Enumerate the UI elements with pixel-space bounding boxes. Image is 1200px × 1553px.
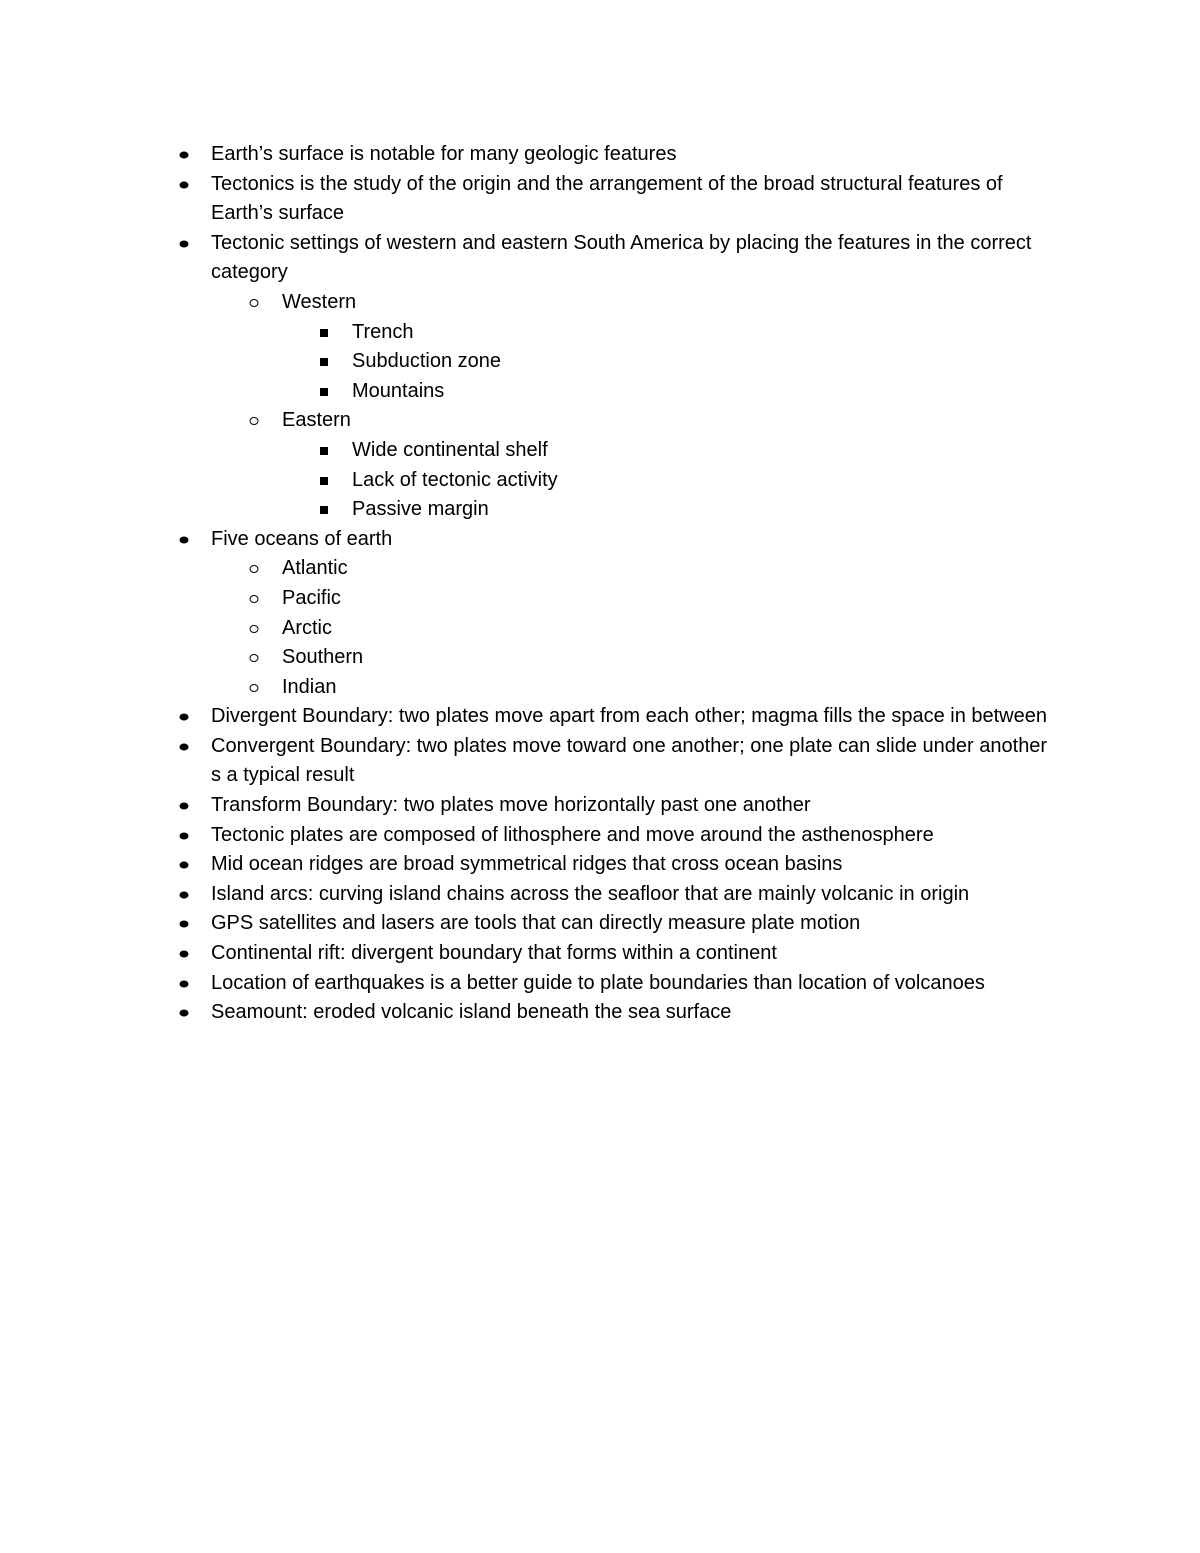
list-item-text: Trench (352, 320, 414, 343)
list-item-text: Lack of tectonic activity (352, 468, 558, 491)
list-item-text: Tectonic plates are composed of lithosphere and move around the asthenosphere (211, 823, 934, 846)
square-bullet-icon (320, 477, 328, 485)
list-item (0, 140, 1061, 170)
list-item-text: Mid ocean ridges are broad symmetrical ridges that cross ocean basins (211, 853, 843, 876)
list-item-text: Five oceans of earth (211, 527, 393, 550)
list-item-text: Continental rift: divergent boundary that forms within a continent (211, 942, 777, 965)
list-item (0, 821, 1061, 851)
list-item-text: Earth’s surface is notable for many geologic features (211, 143, 677, 165)
filled-circle-bullet-icon (180, 862, 189, 869)
filled-circle-bullet-icon (180, 181, 189, 188)
list-item (0, 406, 1062, 436)
list-item (0, 909, 1061, 939)
list-item-text: Pacific (282, 586, 341, 609)
list-item (0, 969, 1061, 999)
list-item (0, 732, 1061, 791)
list-item (0, 702, 1061, 732)
list-item (0, 347, 1062, 377)
filled-circle-bullet-icon (180, 832, 189, 839)
square-bullet-icon (320, 447, 328, 455)
filled-circle-bullet-icon (180, 951, 189, 958)
hollow-circle-bullet-icon (250, 417, 259, 425)
list-item-text: Transform Boundary: two plates move horizontally past one another (211, 794, 811, 817)
list-item (0, 318, 1062, 348)
list-item (0, 998, 1061, 1028)
square-bullet-icon (320, 388, 328, 396)
list-item (0, 673, 1062, 703)
list-item-text: Indian (282, 675, 337, 698)
hollow-circle-bullet-icon (250, 684, 259, 692)
list-item-text: Arctic (282, 616, 332, 639)
list-item-text: Mountains (352, 379, 445, 402)
square-bullet-icon (320, 506, 328, 514)
document-page (0, 140, 1200, 1028)
square-bullet-icon (320, 329, 328, 337)
list-item (0, 614, 1062, 644)
list-item-text: Eastern (282, 409, 351, 432)
filled-circle-bullet-icon (180, 152, 189, 159)
list-item-text: Passive margin (352, 498, 489, 521)
hollow-circle-bullet-icon (250, 654, 259, 662)
hollow-circle-bullet-icon (250, 299, 259, 307)
list-item (0, 584, 1062, 614)
list-item (0, 288, 1062, 318)
list-item (0, 466, 1062, 496)
square-bullet-icon (320, 358, 328, 366)
list-item (0, 377, 1062, 407)
list-item (0, 939, 1061, 969)
list-item (0, 436, 1062, 466)
list-item (0, 643, 1062, 673)
list-item-text: Divergent Boundary: two plates move apart from each other; magma fills the space in between (211, 705, 1047, 728)
list-item (0, 791, 1061, 821)
list-item (0, 554, 1062, 584)
list-item-text: Subduction zone (352, 350, 502, 373)
hollow-circle-bullet-icon (250, 565, 259, 573)
list-item-text: Seamount: eroded volcanic island beneath the sea surface (211, 1001, 732, 1024)
list-item-text: Western (282, 290, 357, 313)
filled-circle-bullet-icon (180, 536, 189, 543)
filled-circle-bullet-icon (180, 240, 189, 247)
filled-circle-bullet-icon (180, 743, 189, 750)
filled-circle-bullet-icon (180, 803, 189, 810)
list-item-text: Wide continental shelf (352, 438, 548, 461)
hollow-circle-bullet-icon (250, 595, 259, 603)
list-item-text: GPS satellites and lasers are tools that can directly measure plate motion (211, 912, 861, 935)
filled-circle-bullet-icon (180, 714, 189, 721)
filled-circle-bullet-icon (180, 891, 189, 898)
list-item-text: Convergent Boundary: two plates move toward one another; one plate can slide under another s a typical result (211, 734, 1048, 787)
list-item (0, 880, 1061, 910)
list-item (0, 229, 1061, 288)
list-item (0, 170, 1061, 229)
list-item-text: Tectonics is the study of the origin and the arrangement of the broad structural features of Earth’s surface (211, 172, 1003, 225)
filled-circle-bullet-icon (180, 1010, 189, 1017)
list-item (0, 495, 1062, 525)
list-item-text: Atlantic (282, 557, 348, 580)
list-item (0, 525, 1061, 555)
filled-circle-bullet-icon (180, 980, 189, 987)
list-item-text: Tectonic settings of western and eastern South America by placing the features in the correct category (211, 231, 1032, 284)
list-item-text: Southern (282, 646, 364, 669)
hollow-circle-bullet-icon (250, 625, 259, 633)
filled-circle-bullet-icon (180, 921, 189, 928)
list-item-text: Island arcs: curving island chains across the seafloor that are mainly volcanic in origin (211, 882, 970, 905)
list-item-text: Location of earthquakes is a better guide to plate boundaries than location of volcanoes (211, 971, 985, 994)
list-item (0, 850, 1061, 880)
